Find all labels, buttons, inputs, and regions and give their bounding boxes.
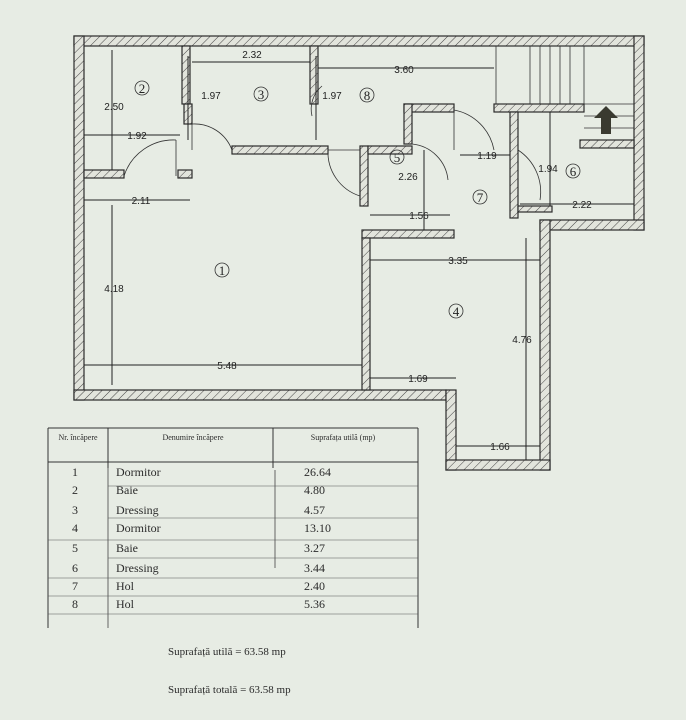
dim-label: 1.97	[322, 91, 342, 102]
row-name: Dressing	[116, 561, 159, 575]
row-nr: 5	[72, 541, 78, 555]
row-area: 26.64	[304, 465, 331, 479]
row-area: 3.27	[304, 541, 325, 555]
table-row	[48, 500, 418, 519]
table-row	[48, 594, 418, 613]
total-area: Suprafață totală = 63.58 mp	[168, 684, 291, 696]
table-row	[48, 576, 418, 595]
dim-label: 1.94	[538, 164, 558, 175]
row-area: 2.40	[304, 579, 325, 593]
dim-label: 1.19	[477, 151, 497, 162]
room-number: 8	[363, 88, 371, 103]
row-nr: 4	[72, 521, 78, 535]
room-number: 5	[393, 150, 401, 165]
row-nr: 3	[72, 503, 78, 517]
up-arrow-icon	[594, 106, 618, 134]
row-name: Hol	[116, 579, 134, 593]
row-name: Dressing	[116, 503, 159, 517]
dim-label: 4.76	[512, 335, 532, 346]
dim-label: 5.48	[217, 361, 237, 372]
row-nr: 1	[72, 465, 78, 479]
room-table	[48, 428, 418, 720]
exterior-walls	[74, 36, 644, 470]
header-nr: Nr. încăpere	[58, 433, 98, 442]
dim-label: 2.22	[572, 200, 592, 211]
room-number: 6	[569, 164, 577, 179]
useful-area-total: Suprafață utilă = 63.58 mp	[168, 646, 286, 658]
row-area: 4.57	[304, 503, 325, 517]
room-number: 7	[476, 190, 484, 205]
row-nr: 7	[72, 579, 78, 593]
dim-label: 1.56	[409, 211, 429, 222]
table-row	[48, 518, 418, 537]
dim-label: 2.11	[131, 196, 151, 207]
row-name: Hol	[116, 597, 134, 611]
row-name: Dormitor	[116, 465, 161, 479]
row-nr: 8	[72, 597, 78, 611]
table-row	[48, 558, 418, 577]
header-name: Denumire încăpere	[162, 433, 224, 442]
row-name: Dormitor	[116, 521, 161, 535]
interior-walls	[84, 46, 634, 390]
dim-label: 1.97	[201, 91, 221, 102]
dim-label: 2.50	[104, 102, 124, 113]
dim-label: 1.66	[490, 442, 510, 453]
row-area: 13.10	[304, 521, 331, 535]
room-number: 1	[218, 263, 226, 278]
table-row	[48, 462, 418, 481]
dim-label: 2.32	[242, 50, 262, 61]
room-number: 3	[257, 87, 265, 102]
dim-label: 4.18	[104, 284, 124, 295]
row-nr: 6	[72, 561, 78, 575]
row-nr: 2	[72, 483, 78, 497]
room-number: 2	[138, 81, 146, 96]
table-row	[48, 538, 418, 557]
row-area: 5.36	[304, 597, 325, 611]
dim-label: 3.60	[394, 65, 414, 76]
row-name: Baie	[116, 541, 138, 555]
room-number: 4	[452, 304, 460, 319]
row-area: 3.44	[304, 561, 325, 575]
dim-label: 2.26	[398, 172, 418, 183]
table-row	[48, 480, 418, 499]
dim-label: 3.35	[448, 256, 468, 267]
header-area: Suprafața utilă (mp)	[310, 433, 376, 442]
dim-label: 1.92	[127, 131, 147, 142]
dim-label: 1.69	[408, 374, 428, 385]
row-area: 4.80	[304, 483, 325, 497]
row-name: Baie	[116, 483, 138, 497]
